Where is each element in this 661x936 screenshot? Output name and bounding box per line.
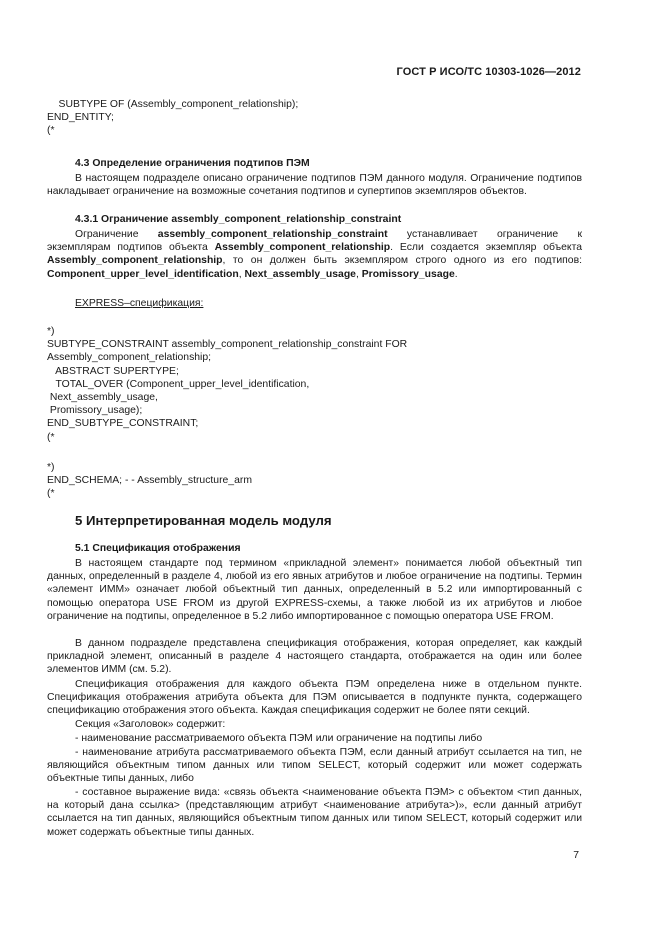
list-item-1: - наименование рассматриваемого объекта ПЭМ или ограничение на подтипы либо [75, 733, 483, 744]
section-4-3-1-body: Ограничение assembly_component_relationship_constraint устанавливает ограничение к экземплярам подтипов объекта Assembly_component_relationship. Если создается экземпляр объекта Assembly_component_relationship, то он должен быть экземпляром строго одного из его подтипов: Component_upper_level_identification, Next_assembly_usage, Promissory_usage. [47, 229, 582, 280]
section-5-1-paragraph-3: Спецификация отображения для каждого объекта ПЭМ определена ниже в отдельном пункте. Спецификация отображения атрибута объекта для ПЭМ описывается в подпункте пункта, содержащего спецификацию отображения этого объекта. Каждая спецификация содержит не более пяти секций. [47, 679, 582, 717]
express-code-block-2: *) SUBTYPE_CONSTRAINT assembly_component_relationship_constraint FOR Assembly_component_relationship; ABSTRACT SUPERTYPE; TOTAL_OVER (Component_upper_level_identification, Next_assembly_usage, Promissory_usage); END_SUBTYPE_CONSTRAINT; (* [47, 326, 408, 443]
section-5-heading: 5 Интерпретированная модель модуля [75, 513, 332, 528]
page-number: 7 [573, 850, 579, 861]
express-code-block-1: SUBTYPE OF (Assembly_component_relationship); END_ENTITY; (* [47, 99, 299, 137]
section-4-3-1-heading: 4.3.1 Ограничение assembly_component_relationship_constraint [75, 214, 402, 225]
standard-id-header: ГОСТ Р ИСО/ТС 10303-1026—2012 [396, 66, 581, 78]
express-code-block-3: *) END_SCHEMA; - - Assembly_structure_arm (* [47, 462, 252, 500]
section-5-1-paragraph-2: В данном подразделе представлена спецификация отображения, которая определяет, как каждый прикладной элемент, описанный в разделе 4 настоящего стандарта, отображается на один или более элементов ИММ (см. 5.2). [47, 638, 582, 676]
list-item-3: - составное выражение вида: «связь объекта <наименование объекта ПЭМ> с объектом <тип данных, на который дана ссылка> (представляющим атрибут <наименование атрибута>)», если данный атрибут ссылается на тип данных, являющийся объектным типом данных или типом SELECT, который содержит или может содержать объектные типы данных. [47, 787, 582, 838]
section-5-1-heading: 5.1 Спецификация отображения [75, 543, 241, 554]
section-5-1-paragraph-4: Секция «Заголовок» содержит: [75, 719, 226, 730]
list-item-2: - наименование атрибута рассматриваемого объекта ПЭМ, если данный атрибут ссылается на тип, не являющийся объектным типом данных или типом SELECT, который содержит или может содержать объектные типы данных, либо [47, 747, 582, 785]
section-5-1-paragraph-1: В настоящем стандарте под термином «прикладной элемент» понимается любой объектный тип данных, определенный в разделе 4, любой из его явных атрибутов и любое ограничение на подтипы. Термин «элемент ИММ» означает любой объектный тип данных, определенный в 5.2 или импортированный с помощью оператора USE FROM из другой EXPRESS-схемы, а также любой из их атрибутов и любое ограничение на подтипы, определенное в 5.2 либо импортированное с помощью оператора USE FROM. [47, 558, 582, 622]
section-4-3-heading: 4.3 Определение ограничения подтипов ПЭМ [75, 158, 310, 169]
express-spec-label: EXPRESS–спецификация: [75, 298, 204, 309]
section-4-3-body: В настоящем подразделе описано ограничение подтипов ПЭМ данного модуля. Ограничение подтипов накладывает ограничение на возможные сочетания подтипов и супертипов экземпляров объектов. [47, 173, 582, 198]
